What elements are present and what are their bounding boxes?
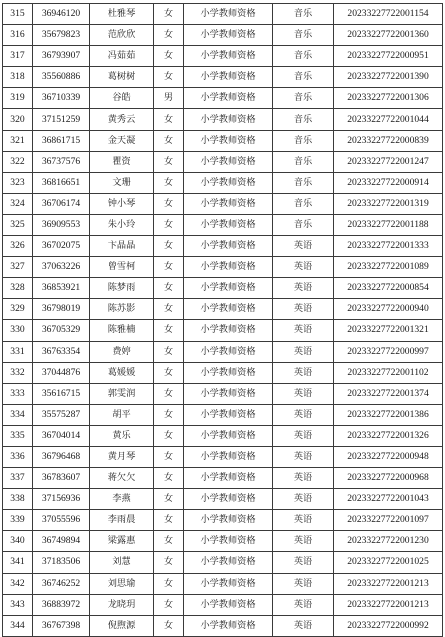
cert-number-cell: 20233227722000914 bbox=[334, 172, 443, 193]
table-row bbox=[3, 320, 443, 341]
gender-cell: 女 bbox=[154, 236, 184, 257]
subject-cell: 英语 bbox=[273, 489, 334, 510]
seq-cell: 342 bbox=[3, 573, 33, 594]
cert-type-cell: 小学教师资格 bbox=[184, 615, 273, 636]
seq-cell: 336 bbox=[3, 446, 33, 467]
seq-cell: 318 bbox=[3, 67, 33, 88]
table-row bbox=[3, 172, 443, 193]
seq-cell: 335 bbox=[3, 425, 33, 446]
subject-cell: 英语 bbox=[273, 236, 334, 257]
cert-number-cell: 20233227722001188 bbox=[334, 214, 443, 235]
exam-id-cell: 36704014 bbox=[33, 425, 90, 446]
roster-body bbox=[3, 4, 443, 637]
seq-cell: 325 bbox=[3, 214, 33, 235]
cert-type-cell: 小学教师资格 bbox=[184, 404, 273, 425]
seq-cell: 316 bbox=[3, 25, 33, 46]
gender-cell: 女 bbox=[154, 489, 184, 510]
table-row bbox=[3, 552, 443, 573]
cert-type-cell: 小学教师资格 bbox=[184, 489, 273, 510]
seq-cell: 317 bbox=[3, 46, 33, 67]
seq-cell: 327 bbox=[3, 257, 33, 278]
exam-id-cell: 36798019 bbox=[33, 299, 90, 320]
seq-cell: 331 bbox=[3, 341, 33, 362]
gender-cell: 女 bbox=[154, 320, 184, 341]
gender-cell: 女 bbox=[154, 4, 184, 25]
gender-cell: 女 bbox=[154, 46, 184, 67]
gender-cell: 女 bbox=[154, 425, 184, 446]
gender-cell: 女 bbox=[154, 510, 184, 531]
subject-cell: 英语 bbox=[273, 615, 334, 636]
gender-cell: 女 bbox=[154, 257, 184, 278]
gender-cell: 女 bbox=[154, 615, 184, 636]
exam-id-cell: 36749894 bbox=[33, 531, 90, 552]
cert-type-cell: 小学教师资格 bbox=[184, 278, 273, 299]
exam-id-cell: 37151259 bbox=[33, 109, 90, 130]
cert-type-cell: 小学教师资格 bbox=[184, 109, 273, 130]
name-cell: 费婷 bbox=[90, 341, 154, 362]
cert-number-cell: 20233227722000948 bbox=[334, 446, 443, 467]
cert-number-cell: 20233227722001230 bbox=[334, 531, 443, 552]
cert-number-cell: 20233227722000940 bbox=[334, 299, 443, 320]
table-row bbox=[3, 151, 443, 172]
cert-type-cell: 小学教师资格 bbox=[184, 299, 273, 320]
subject-cell: 英语 bbox=[273, 362, 334, 383]
gender-cell: 女 bbox=[154, 151, 184, 172]
table-row bbox=[3, 299, 443, 320]
subject-cell: 音乐 bbox=[273, 130, 334, 151]
subject-cell: 音乐 bbox=[273, 172, 334, 193]
seq-cell: 340 bbox=[3, 531, 33, 552]
subject-cell: 英语 bbox=[273, 573, 334, 594]
table-row bbox=[3, 46, 443, 67]
cert-type-cell: 小学教师资格 bbox=[184, 383, 273, 404]
subject-cell: 音乐 bbox=[273, 109, 334, 130]
table-row bbox=[3, 67, 443, 88]
exam-id-cell: 36763354 bbox=[33, 341, 90, 362]
gender-cell: 女 bbox=[154, 341, 184, 362]
cert-type-cell: 小学教师资格 bbox=[184, 46, 273, 67]
exam-id-cell: 37055596 bbox=[33, 510, 90, 531]
gender-cell: 女 bbox=[154, 109, 184, 130]
name-cell: 曾雪柯 bbox=[90, 257, 154, 278]
cert-number-cell: 20233227722001154 bbox=[334, 4, 443, 25]
table-row bbox=[3, 88, 443, 109]
gender-cell: 女 bbox=[154, 362, 184, 383]
seq-cell: 323 bbox=[3, 172, 33, 193]
gender-cell: 女 bbox=[154, 278, 184, 299]
cert-number-cell: 20233227722001306 bbox=[334, 88, 443, 109]
exam-id-cell: 36710339 bbox=[33, 88, 90, 109]
cert-type-cell: 小学教师资格 bbox=[184, 172, 273, 193]
name-cell: 范欣欣 bbox=[90, 25, 154, 46]
name-cell: 刘思瑜 bbox=[90, 573, 154, 594]
cert-type-cell: 小学教师资格 bbox=[184, 67, 273, 88]
cert-type-cell: 小学教师资格 bbox=[184, 130, 273, 151]
name-cell: 陈梦雨 bbox=[90, 278, 154, 299]
table-row bbox=[3, 109, 443, 130]
subject-cell: 英语 bbox=[273, 383, 334, 404]
table-row bbox=[3, 489, 443, 510]
subject-cell: 英语 bbox=[273, 446, 334, 467]
exam-id-cell: 36746252 bbox=[33, 573, 90, 594]
cert-type-cell: 小学教师资格 bbox=[184, 510, 273, 531]
exam-id-cell: 36793907 bbox=[33, 46, 90, 67]
name-cell: 黄月琴 bbox=[90, 446, 154, 467]
exam-id-cell: 36816651 bbox=[33, 172, 90, 193]
gender-cell: 女 bbox=[154, 130, 184, 151]
cert-number-cell: 20233227722001025 bbox=[334, 552, 443, 573]
seq-cell: 321 bbox=[3, 130, 33, 151]
cert-number-cell: 20233227722001319 bbox=[334, 193, 443, 214]
cert-number-cell: 20233227722001374 bbox=[334, 383, 443, 404]
table-row bbox=[3, 278, 443, 299]
seq-cell: 324 bbox=[3, 193, 33, 214]
name-cell: 黄乐 bbox=[90, 425, 154, 446]
seq-cell: 338 bbox=[3, 489, 33, 510]
cert-number-cell: 20233227722001326 bbox=[334, 425, 443, 446]
cert-number-cell: 20233227722001390 bbox=[334, 67, 443, 88]
subject-cell: 英语 bbox=[273, 468, 334, 489]
cert-type-cell: 小学教师资格 bbox=[184, 362, 273, 383]
roster-table bbox=[2, 3, 443, 637]
subject-cell: 英语 bbox=[273, 552, 334, 573]
cert-type-cell: 小学教师资格 bbox=[184, 214, 273, 235]
seq-cell: 319 bbox=[3, 88, 33, 109]
seq-cell: 339 bbox=[3, 510, 33, 531]
cert-type-cell: 小学教师资格 bbox=[184, 573, 273, 594]
cert-type-cell: 小学教师资格 bbox=[184, 594, 273, 615]
subject-cell: 音乐 bbox=[273, 4, 334, 25]
cert-type-cell: 小学教师资格 bbox=[184, 446, 273, 467]
name-cell: 陈雅楠 bbox=[90, 320, 154, 341]
seq-cell: 329 bbox=[3, 299, 33, 320]
exam-id-cell: 35679823 bbox=[33, 25, 90, 46]
cert-type-cell: 小学教师资格 bbox=[184, 341, 273, 362]
cert-number-cell: 20233227722000997 bbox=[334, 341, 443, 362]
exam-id-cell: 36705329 bbox=[33, 320, 90, 341]
gender-cell: 女 bbox=[154, 468, 184, 489]
exam-id-cell: 35575287 bbox=[33, 404, 90, 425]
subject-cell: 音乐 bbox=[273, 151, 334, 172]
exam-id-cell: 36706174 bbox=[33, 193, 90, 214]
table-row bbox=[3, 236, 443, 257]
exam-id-cell: 37044876 bbox=[33, 362, 90, 383]
exam-id-cell: 36853921 bbox=[33, 278, 90, 299]
cert-number-cell: 20233227722001097 bbox=[334, 510, 443, 531]
gender-cell: 男 bbox=[154, 88, 184, 109]
exam-id-cell: 35616715 bbox=[33, 383, 90, 404]
name-cell: 李雨晨 bbox=[90, 510, 154, 531]
seq-cell: 333 bbox=[3, 383, 33, 404]
exam-id-cell: 36767398 bbox=[33, 615, 90, 636]
cert-type-cell: 小学教师资格 bbox=[184, 468, 273, 489]
name-cell: 龙晓玥 bbox=[90, 594, 154, 615]
name-cell: 黄秀云 bbox=[90, 109, 154, 130]
table-row bbox=[3, 25, 443, 46]
gender-cell: 女 bbox=[154, 383, 184, 404]
cert-type-cell: 小学教师资格 bbox=[184, 531, 273, 552]
subject-cell: 音乐 bbox=[273, 46, 334, 67]
name-cell: 朱小玲 bbox=[90, 214, 154, 235]
name-cell: 李燕 bbox=[90, 489, 154, 510]
seq-cell: 315 bbox=[3, 4, 33, 25]
subject-cell: 音乐 bbox=[273, 193, 334, 214]
exam-id-cell: 37156936 bbox=[33, 489, 90, 510]
exam-id-cell: 36909553 bbox=[33, 214, 90, 235]
subject-cell: 音乐 bbox=[273, 67, 334, 88]
seq-cell: 322 bbox=[3, 151, 33, 172]
subject-cell: 英语 bbox=[273, 299, 334, 320]
seq-cell: 334 bbox=[3, 404, 33, 425]
cert-type-cell: 小学教师资格 bbox=[184, 236, 273, 257]
subject-cell: 英语 bbox=[273, 257, 334, 278]
cert-type-cell: 小学教师资格 bbox=[184, 320, 273, 341]
cert-number-cell: 20233227722001333 bbox=[334, 236, 443, 257]
cert-type-cell: 小学教师资格 bbox=[184, 425, 273, 446]
seq-cell: 344 bbox=[3, 615, 33, 636]
table-row bbox=[3, 573, 443, 594]
name-cell: 文珊 bbox=[90, 172, 154, 193]
name-cell: 瞿资 bbox=[90, 151, 154, 172]
gender-cell: 女 bbox=[154, 594, 184, 615]
seq-cell: 320 bbox=[3, 109, 33, 130]
name-cell: 梁露惠 bbox=[90, 531, 154, 552]
gender-cell: 女 bbox=[154, 404, 184, 425]
subject-cell: 音乐 bbox=[273, 25, 334, 46]
subject-cell: 英语 bbox=[273, 278, 334, 299]
exam-id-cell: 36702075 bbox=[33, 236, 90, 257]
gender-cell: 女 bbox=[154, 67, 184, 88]
exam-id-cell: 36883972 bbox=[33, 594, 90, 615]
table-row bbox=[3, 341, 443, 362]
gender-cell: 女 bbox=[154, 531, 184, 552]
cert-number-cell: 20233227722001360 bbox=[334, 25, 443, 46]
exam-id-cell: 36737576 bbox=[33, 151, 90, 172]
table-row bbox=[3, 615, 443, 636]
gender-cell: 女 bbox=[154, 552, 184, 573]
seq-cell: 343 bbox=[3, 594, 33, 615]
cert-type-cell: 小学教师资格 bbox=[184, 88, 273, 109]
name-cell: 郭雯润 bbox=[90, 383, 154, 404]
gender-cell: 女 bbox=[154, 193, 184, 214]
exam-id-cell: 36861715 bbox=[33, 130, 90, 151]
exam-id-cell: 35560886 bbox=[33, 67, 90, 88]
cert-number-cell: 20233227722001247 bbox=[334, 151, 443, 172]
exam-id-cell: 36946120 bbox=[33, 4, 90, 25]
cert-number-cell: 20233227722000992 bbox=[334, 615, 443, 636]
cert-type-cell: 小学教师资格 bbox=[184, 25, 273, 46]
table-row bbox=[3, 425, 443, 446]
cert-number-cell: 20233227722001213 bbox=[334, 573, 443, 594]
table-row bbox=[3, 193, 443, 214]
name-cell: 金天凝 bbox=[90, 130, 154, 151]
cert-type-cell: 小学教师资格 bbox=[184, 151, 273, 172]
cert-number-cell: 20233227722000839 bbox=[334, 130, 443, 151]
cert-number-cell: 20233227722001321 bbox=[334, 320, 443, 341]
name-cell: 葛媛媛 bbox=[90, 362, 154, 383]
exam-id-cell: 36783607 bbox=[33, 468, 90, 489]
seq-cell: 330 bbox=[3, 320, 33, 341]
name-cell: 谷皓 bbox=[90, 88, 154, 109]
cert-number-cell: 20233227722001102 bbox=[334, 362, 443, 383]
seq-cell: 326 bbox=[3, 236, 33, 257]
seq-cell: 332 bbox=[3, 362, 33, 383]
exam-id-cell: 36796468 bbox=[33, 446, 90, 467]
cert-number-cell: 20233227722001386 bbox=[334, 404, 443, 425]
seq-cell: 341 bbox=[3, 552, 33, 573]
table-row bbox=[3, 510, 443, 531]
name-cell: 葛树树 bbox=[90, 67, 154, 88]
name-cell: 蒋欠欠 bbox=[90, 468, 154, 489]
name-cell: 胡平 bbox=[90, 404, 154, 425]
subject-cell: 英语 bbox=[273, 341, 334, 362]
cert-type-cell: 小学教师资格 bbox=[184, 257, 273, 278]
table-row bbox=[3, 383, 443, 404]
gender-cell: 女 bbox=[154, 299, 184, 320]
cert-number-cell: 20233227722000854 bbox=[334, 278, 443, 299]
subject-cell: 英语 bbox=[273, 594, 334, 615]
cert-type-cell: 小学教师资格 bbox=[184, 552, 273, 573]
name-cell: 卞晶晶 bbox=[90, 236, 154, 257]
seq-cell: 328 bbox=[3, 278, 33, 299]
exam-id-cell: 37063226 bbox=[33, 257, 90, 278]
name-cell: 刘慧 bbox=[90, 552, 154, 573]
table-row bbox=[3, 594, 443, 615]
name-cell: 倪煦源 bbox=[90, 615, 154, 636]
cert-number-cell: 20233227722001213 bbox=[334, 594, 443, 615]
cert-type-cell: 小学教师资格 bbox=[184, 4, 273, 25]
table-row bbox=[3, 214, 443, 235]
table-row bbox=[3, 362, 443, 383]
cert-number-cell: 20233227722001044 bbox=[334, 109, 443, 130]
table-row bbox=[3, 4, 443, 25]
name-cell: 杜雅琴 bbox=[90, 4, 154, 25]
table-row bbox=[3, 446, 443, 467]
seq-cell: 337 bbox=[3, 468, 33, 489]
cert-number-cell: 20233227722000968 bbox=[334, 468, 443, 489]
table-row bbox=[3, 531, 443, 552]
cert-number-cell: 20233227722001089 bbox=[334, 257, 443, 278]
cert-number-cell: 20233227722000951 bbox=[334, 46, 443, 67]
subject-cell: 英语 bbox=[273, 425, 334, 446]
cert-number-cell: 20233227722001043 bbox=[334, 489, 443, 510]
exam-id-cell: 37183506 bbox=[33, 552, 90, 573]
table-row bbox=[3, 257, 443, 278]
subject-cell: 英语 bbox=[273, 510, 334, 531]
name-cell: 陈苏影 bbox=[90, 299, 154, 320]
table-row bbox=[3, 468, 443, 489]
gender-cell: 女 bbox=[154, 573, 184, 594]
subject-cell: 音乐 bbox=[273, 214, 334, 235]
subject-cell: 英语 bbox=[273, 320, 334, 341]
name-cell: 冯茹茹 bbox=[90, 46, 154, 67]
subject-cell: 英语 bbox=[273, 404, 334, 425]
gender-cell: 女 bbox=[154, 25, 184, 46]
table-row bbox=[3, 404, 443, 425]
subject-cell: 英语 bbox=[273, 531, 334, 552]
table-row bbox=[3, 130, 443, 151]
gender-cell: 女 bbox=[154, 446, 184, 467]
gender-cell: 女 bbox=[154, 214, 184, 235]
subject-cell: 音乐 bbox=[273, 88, 334, 109]
gender-cell: 女 bbox=[154, 172, 184, 193]
cert-type-cell: 小学教师资格 bbox=[184, 193, 273, 214]
name-cell: 钟小琴 bbox=[90, 193, 154, 214]
